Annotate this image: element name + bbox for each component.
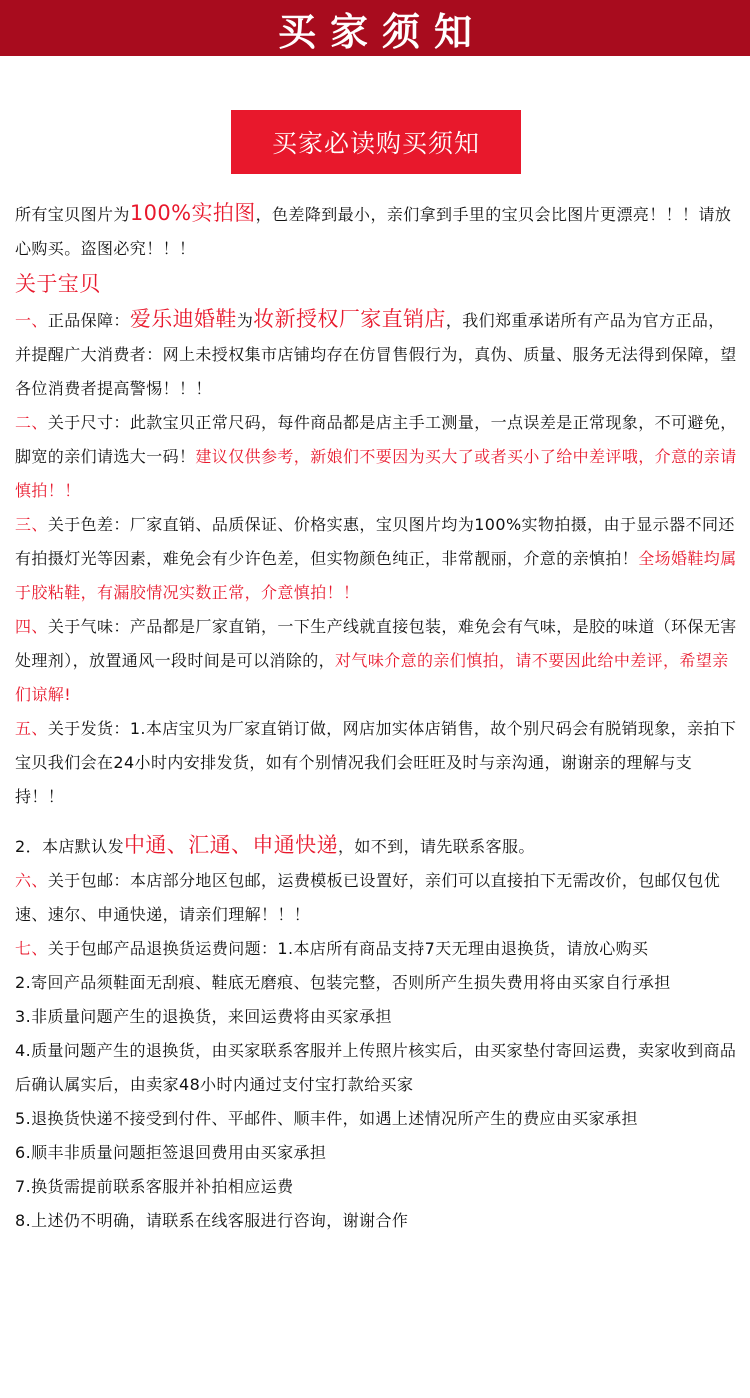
item-text: 关于尺寸：此款宝贝正常尺码，每件商品都是店主手工测量，一点误差是正常现象，不可避免，脚宽的亲们请选大一码！ xyxy=(15,413,737,466)
banner-title: 买家须知 xyxy=(277,8,486,54)
store-name: 妆新授权厂家直销店 xyxy=(253,307,446,331)
return-rule: 5.退换货快递不接受到付件、平邮件、顺丰件，如遇上述情况所产生的费应由买家承担 xyxy=(15,1109,638,1128)
item-warning: 全场婚鞋均属于胶粘鞋，有漏胶情况实数正常，介意慎拍！！ xyxy=(15,549,737,602)
item-text: 为 xyxy=(236,311,254,330)
item-text: 正品保障： xyxy=(47,311,130,330)
item-text: 关于发货：1.本店宝贝为厂家直销订做，网店加实体店销售，故个别尺码会有脱销现象，亲拍下宝贝我们会在24小时内安排发货，如有个别情况我们会旺旺及时与亲沟通，谢谢亲的理解与支持！！ xyxy=(15,719,737,806)
item-label: 二、 xyxy=(15,413,48,432)
notice-content xyxy=(15,196,737,1238)
item-label: 三、 xyxy=(15,515,48,534)
item-authenticity xyxy=(15,302,737,406)
return-rule: 4.质量问题产生的退换货，由买家联系客服并上传照片核实后，由买家垫付寄回运费，卖家收到商品后确认属实后，由卖家48小时内通过支付宝打款给买家 xyxy=(15,1041,737,1094)
item-text: 关于包邮产品退换货运费问题：1.本店所有商品支持7天无理由退换货，请放心购买 xyxy=(47,939,649,958)
item-delivery xyxy=(15,712,737,814)
carrier-names: 中通、汇通、申通快递 xyxy=(123,833,338,857)
item-label: 七、 xyxy=(15,939,48,958)
notice-box xyxy=(231,110,521,174)
item-smell xyxy=(15,610,737,712)
item-color xyxy=(15,508,737,610)
item-text: 关于包邮：本店部分地区包邮，运费模板已设置好，亲们可以直接拍下无需改价，包邮仅包优速、速尔、申通快递，请亲们理解！！！ xyxy=(15,871,721,924)
header-banner xyxy=(0,0,750,56)
item-label: 六、 xyxy=(15,871,48,890)
intro-paragraph xyxy=(15,196,737,266)
return-rule: 8.上述仍不明确，请联系在线客服进行咨询，谢谢合作 xyxy=(15,1211,409,1230)
intro-text: 所有宝贝图片为 xyxy=(15,205,130,224)
item-warning: 对气味介意的亲们慎拍，请不要因此给中差评，希望亲们谅解! xyxy=(15,651,729,704)
intro-text-end: ，色差降到最小，亲们拿到手里的宝贝会比图片更漂亮！！！请放心购买。盗图必究！！！ xyxy=(15,205,732,258)
item-returns xyxy=(15,932,737,966)
return-rule: 3.非质量问题产生的退换货，来回运费将由买家承担 xyxy=(15,1007,392,1026)
notice-box-label: 买家必读购买须知 xyxy=(271,129,480,158)
shipping-text: 2．本店默认发 xyxy=(15,837,124,856)
return-rule: 2.寄回产品须鞋面无刮痕、鞋底无磨痕、包装完整，否则所产生损失费用将由买家自行承担 xyxy=(15,973,671,992)
item-size xyxy=(15,406,737,508)
item-label: 四、 xyxy=(15,617,48,636)
item-text: ，我们郑重承诺所有产品为官方正品，并提醒广大消费者：网上未授权集市店铺均存在仿冒售假行为，真伪、质量、服务无法得到保障，望各位消费者提高警惕！！！ xyxy=(15,311,737,398)
item-label: 一、 xyxy=(15,311,48,330)
item-text: 关于气味：产品都是厂家直销，一下生产线就直接包装，难免会有气味，是胶的味道（环保无害处理剂），放置通风一段时间是可以消除的， xyxy=(15,617,737,670)
shipping-carriers xyxy=(15,828,737,864)
return-rule: 6.顺丰非质量问题拒签退回费用由买家承担 xyxy=(15,1143,327,1162)
item-label: 五、 xyxy=(15,719,48,738)
item-free-shipping xyxy=(15,864,737,932)
brand-name: 爱乐迪婚鞋 xyxy=(129,307,237,331)
shipping-text-end: ，如不到，请先联系客服。 xyxy=(337,837,535,856)
item-text: 关于色差：厂家直销、品质保证、价格实惠，宝贝图片均为100%实物拍摄，由于显示器不同还有拍摄灯光等因素，难免会有少许色差，但实物颜色纯正，非常靓丽，介意的亲慎拍！ xyxy=(15,515,735,568)
item-warning: 建议仅供参考，新娘们不要因为买大了或者买小了给中差评哦，介意的亲请慎拍！！ xyxy=(15,447,737,500)
return-rule: 7.换货需提前联系客服并补拍相应运费 xyxy=(15,1177,294,1196)
intro-highlight: 100%实拍图 xyxy=(129,201,256,225)
spacer xyxy=(15,814,737,828)
section-title: 关于宝贝 xyxy=(15,272,101,296)
